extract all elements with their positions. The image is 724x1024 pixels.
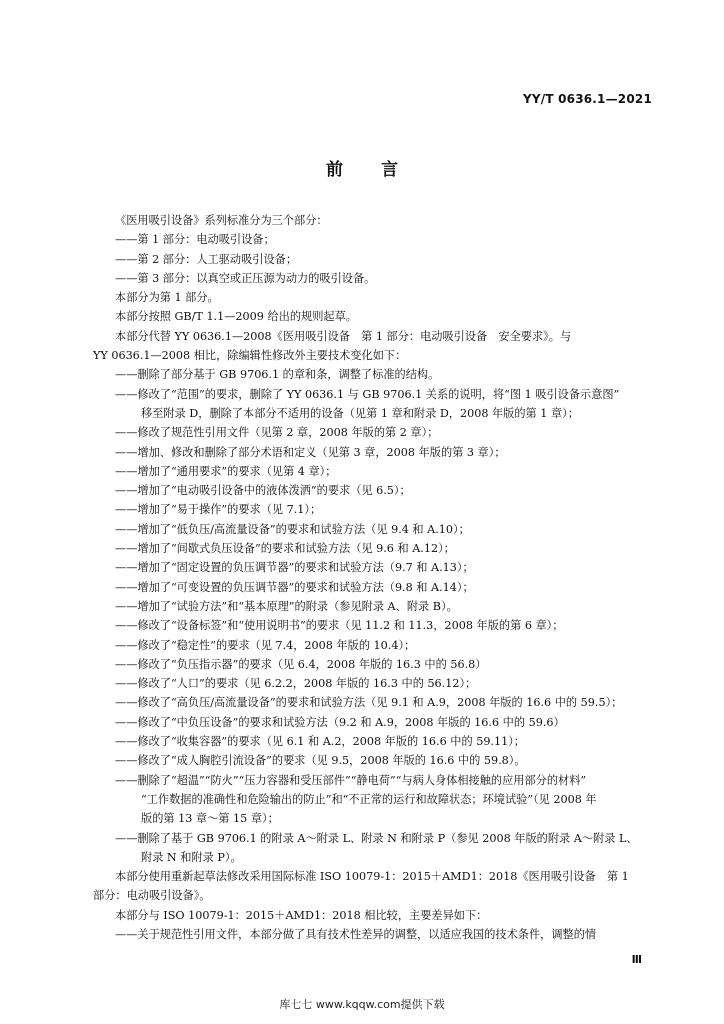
change-item-text: ——删除了“超温”“防火”“压力容器和受压部件”“静电荷”“与病人身体相接触的应用部分的材料” (115, 773, 587, 787)
paragraph-drafting-rule: 本部分按照 GB/T 1.1—2009 给出的规则起草。 (115, 310, 357, 324)
change-item (93, 385, 658, 424)
change-item (93, 539, 658, 558)
change-item-text: ——增加了“通用要求”的要求（见第 4 章）； (115, 464, 337, 478)
change-item (93, 713, 658, 732)
change-item-deleted-annexes (93, 829, 658, 868)
change-item-text: ——增加了“电动吸引设备中的液体泼洒”的要求（见 6.5）； (115, 484, 411, 498)
change-item (93, 693, 658, 712)
change-item-text: ——修改了规范性引用文件（见第 2 章，2008 年版的第 2 章）； (115, 426, 439, 440)
standard-code: YY/T 0636.1—2021 (522, 92, 652, 106)
foreword-body (93, 211, 658, 944)
change-item-deleted-clauses (93, 771, 658, 829)
list-item: ——第 2 部分：人工驱动吸引设备； (115, 252, 298, 266)
list-item: ——第 3 部分：以真空或正压源为动力的吸引设备。 (115, 271, 376, 285)
paragraph-iso-adoption-line2: 部分：电动吸引设备》。 (93, 889, 211, 903)
list-item: ——第 1 部分：电动吸引设备； (115, 233, 275, 247)
change-item-text: ——修改了“设备标签”和“使用说明书”的要求（见 11.2 和 11.3，2008 年版的第 6 章）； (115, 619, 564, 633)
change-item-continuation: “工作数据的准确性和危险输出的防止”和“不正常的运行和故障状态；环境试验”（见 2008 年 (141, 792, 597, 806)
change-item-text: ——修改了“范围”的要求，删除了 YY 0636.1 与 GB 9706.1 关系的说明，将“图 1 吸引设备示意图” (115, 387, 620, 401)
change-item-text: ——修改了“成人胸腔引流设备”的要求（见 9.5，2008 年版的 16.6 中的 59.8）。 (115, 754, 526, 768)
change-item-continuation: 版的第 13 章～第 15 章）； (141, 812, 279, 826)
change-item (93, 481, 658, 500)
changes-list (93, 365, 658, 867)
page-title: 前言 (326, 160, 436, 180)
change-item-text: ——修改了“稳定性”的要求（见 7.4，2008 年版的 10.4）； (115, 638, 416, 652)
change-item (93, 462, 658, 481)
change-item-text: ——修改了“中负压设备”的要求和试验方法（9.2 和 A.9，2008 年版的 16.6 中的 59.6） (115, 715, 565, 729)
change-item (93, 578, 658, 597)
change-item (93, 616, 658, 635)
change-item-text: ——修改了“高负压/高流量设备”的要求和试验方法（见 9.1 和 A.9，2008 年版的 16.6 中的 59.5）； (115, 696, 623, 710)
change-item-text: ——删除了部分基于 GB 9706.1 的章和条，调整了标准的结构。 (115, 368, 440, 382)
change-item (93, 443, 658, 462)
change-item (93, 751, 658, 770)
change-item-text: ——增加了“间歇式负压设备”的要求和试验方法（见 9.6 和 A.12）； (115, 542, 455, 556)
change-item-text: ——增加了“可变设置的负压调节器”的要求和试验方法（9.8 和 A.14）； (115, 580, 474, 594)
change-item (93, 500, 658, 519)
change-item (93, 558, 658, 577)
change-item (93, 365, 658, 384)
change-item (93, 423, 658, 442)
change-item (93, 732, 658, 751)
change-item-text: ——删除了基于 GB 9706.1 的附录 A～附录 L、附录 N 和附录 P（参见 2008 年版的附录 A～附录 L、 (115, 831, 638, 845)
download-footer: 库七七 www.kqqw.com提供下载 (279, 998, 445, 1011)
paragraph-iso-adoption-line1: 本部分使用重新起草法修改采用国际标准 ISO 10079-1：2015＋AMD1：2018《医用吸引设备 第 1 (115, 870, 629, 884)
change-item-text: ——增加了“试验方法”和“基本原理”的附录（参见附录 A、附录 B）。 (115, 599, 458, 613)
change-item (93, 520, 658, 539)
change-item-text: ——修改了“人口”的要求（见 6.2.2，2008 年版的 16.3 中的 56.12）； (115, 677, 477, 691)
paragraph-series-intro: 《医用吸引设备》系列标准分为三个部分： (115, 214, 328, 227)
change-item-text: ——增加了“低负压/高流量设备”的要求和试验方法（见 9.4 和 A.10）； (115, 522, 470, 536)
change-item (93, 636, 658, 655)
paragraph-differences: 本部分与 ISO 10079-1：2015＋AMD1：2018 相比较，主要差异如下： (115, 908, 488, 922)
change-item-text: ——增加了“易于操作”的要求（见 7.1）； (115, 503, 322, 517)
page-number: Ⅲ (631, 953, 642, 966)
change-item-continuation: 移至附录 D，删除了本部分不适用的设备（见第 1 章和附录 D，2008 年版的第 1 章）； (141, 406, 579, 420)
change-item (93, 674, 658, 693)
change-item (93, 597, 658, 616)
change-item-text: ——增加、修改和删除了部分术语和定义（见第 3 章，2008 年版的第 3 章）； (115, 445, 506, 459)
list-item: ——关于规范性引用文件，本部分做了具有技术性差异的调整，以适应我国的技术条件，调整的情 (115, 927, 597, 941)
change-item-text: ——修改了“负压指示器”的要求（见 6.4，2008 年版的 16.3 中的 56.8） (115, 657, 487, 671)
change-item-continuation: 附录 N 和附录 P）。 (141, 850, 242, 864)
change-item-text: ——增加了“固定设置的负压调节器”的要求和试验方法（9.7 和 A.13）； (115, 561, 474, 575)
paragraph-replaces-line2: YY 0636.1—2008 相比，除编辑性修改外主要技术变化如下： (93, 349, 407, 363)
change-item (93, 655, 658, 674)
change-item-text: ——修改了“收集容器”的要求（见 6.1 和 A.2，2008 年版的 16.6 中的 59.11）； (115, 735, 525, 749)
paragraph-part-statement: 本部分为第 1 部分。 (115, 291, 219, 305)
paragraph-replaces-line1: 本部分代替 YY 0636.1—2008《医用吸引设备 第 1 部分：电动吸引设备 安全要求》。与 (115, 329, 572, 343)
